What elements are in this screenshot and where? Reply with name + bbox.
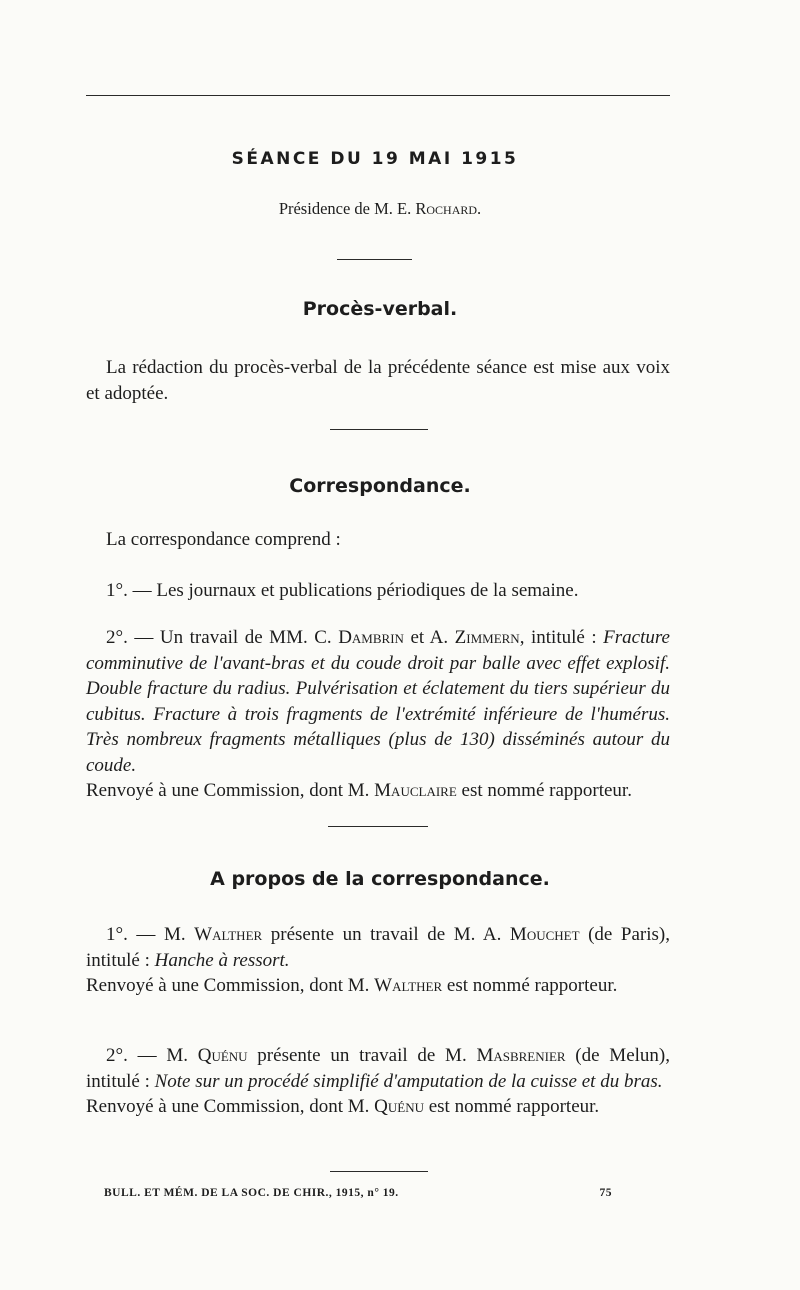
heading-correspondance: Correspondance. bbox=[289, 475, 471, 497]
author-name: Zimmern bbox=[454, 627, 520, 648]
rapporteur-name: Quénu bbox=[374, 1096, 424, 1117]
renvoi-suffix: est nommé rapporteur. bbox=[442, 975, 618, 996]
correspondance-item-2 bbox=[86, 625, 670, 804]
item-connector: , intitulé : bbox=[519, 627, 604, 648]
author-name: Dambrin bbox=[338, 627, 404, 648]
renvoi-prefix: Renvoyé à une Commission, dont M. bbox=[86, 780, 375, 801]
proces-verbal-text: La rédaction du procès-verbal de la précédente séance est mise aux voix et adoptée. bbox=[86, 357, 670, 404]
item-connector: (de Paris), intitulé : bbox=[86, 924, 670, 971]
renvoi-prefix: Renvoyé à une Commission, dont M. bbox=[86, 1096, 375, 1117]
renvoi-suffix: est nommé rapporteur. bbox=[423, 1096, 600, 1117]
a-propos-item-2 bbox=[86, 1043, 670, 1120]
author-name: Masbrenier bbox=[476, 1045, 566, 1066]
work-title: ) disséminés autour du coude. bbox=[86, 729, 670, 776]
item-connector: (de Melun), intitulé : bbox=[86, 1045, 670, 1092]
item-lead: 2°. — Un travail de MM. C. bbox=[106, 627, 339, 648]
correspondance-intro: La correspondance comprend : bbox=[106, 529, 341, 550]
work-title: Hanche à ressort. bbox=[154, 949, 290, 971]
author-name: Mouchet bbox=[509, 924, 580, 945]
page-footer bbox=[104, 1187, 612, 1199]
page-number: 75 bbox=[599, 1187, 612, 1199]
work-title: plus de 130 bbox=[394, 729, 489, 750]
item-connector: et A. bbox=[403, 627, 455, 648]
separator-rule bbox=[330, 1171, 428, 1172]
separator-rule bbox=[337, 259, 412, 260]
presidence-prefix: Présidence de M. E. bbox=[278, 199, 416, 218]
work-title: Fracture comminutive de l'avant-bras et du coude droit par balle avec effet explosif. Double fracture du radius. Pulvérisation et éclatement du tiers supérieur du cubitus. Fracture à trois fragments de l'extrémité inférieure de l'humérus. Très nombreux fragments métalliques ( bbox=[86, 627, 670, 750]
work-title: Note sur un procédé simplifié d'amputation de la cuisse et du bras. bbox=[154, 1070, 663, 1092]
heading-proces-verbal: Procès-verbal. bbox=[302, 298, 458, 320]
item-lead: 1°. — M. bbox=[106, 924, 195, 945]
presidence-line bbox=[0, 199, 760, 219]
presidence-suffix: . bbox=[477, 199, 482, 218]
presenter-name: Quénu bbox=[197, 1045, 248, 1066]
rapporteur-name: Walther bbox=[374, 975, 443, 996]
session-title: SÉANCE DU 19 MAI 1915 bbox=[231, 149, 519, 169]
rapporteur-name: Mauclaire bbox=[374, 780, 457, 801]
renvoi-suffix: est nommé rapporteur. bbox=[456, 780, 632, 801]
item-connector: présente un travail de M. A. bbox=[262, 924, 510, 945]
separator-rule bbox=[328, 826, 428, 827]
a-propos-item-1 bbox=[86, 922, 670, 999]
renvoi-prefix: Renvoyé à une Commission, dont M. bbox=[86, 975, 375, 996]
item-connector: présente un travail de M. bbox=[247, 1045, 477, 1066]
heading-a-propos: A propos de la correspondance. bbox=[210, 868, 550, 890]
footer-citation: BULL. ET MÉM. DE LA SOC. DE CHIR., 1915, n° 19. bbox=[104, 1187, 399, 1199]
top-rule bbox=[86, 95, 670, 96]
separator-rule bbox=[330, 429, 428, 430]
president-name: Rochard bbox=[415, 199, 478, 218]
item-lead: 2°. — M. bbox=[106, 1045, 198, 1066]
correspondance-item-1: 1°. — Les journaux et publications périodiques de la semaine. bbox=[106, 580, 579, 601]
presenter-name: Walther bbox=[194, 924, 263, 945]
